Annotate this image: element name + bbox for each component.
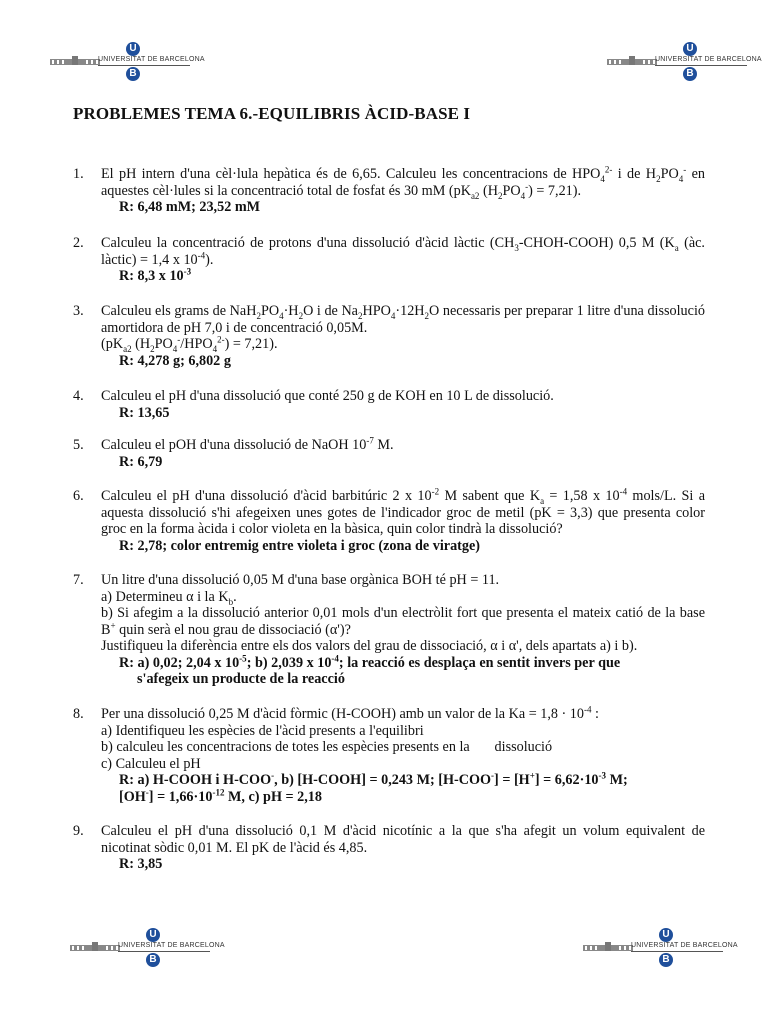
problem-text: Per una dissolució 0,25 M d'àcid fòrmic (H-COOH) amb un valor de la $Ka = 1,8 \cdot 10^{-4}$ : a) Identifiqueu les espècies de l'àcid presents a l'equilibri b) calculeu les concentracions de totes les espècies presents en la dissolució c) Calculeu el pH R: a) H-COOH i H-COO-, b) [H-COOH] = 0,243 M; $[H-COO^-] = [H^+] = 6,62\cdot 10^{-3}$ M; $[OH^-] = 1,66\cdot 10^{-12}$ M, c) pH = 2,18 [101, 706, 705, 805]
logo-letter-u: U [659, 928, 673, 942]
problem-6 [73, 488, 705, 554]
university-name: UNIVERSITAT DE BARCELONA [118, 942, 225, 949]
logo-letter-u: U [126, 42, 140, 56]
problem-answer: R: 6,48 mM; 23,52 mM [119, 199, 261, 215]
footer-logo-left [70, 928, 225, 972]
university-name: UNIVERSITAT DE BARCELONA [655, 56, 762, 63]
problem-2 [73, 235, 705, 285]
problem-number: 2. [73, 235, 84, 251]
problem-number: 1. [73, 166, 84, 182]
logo-letter-u: U [146, 928, 160, 942]
building-icon [607, 56, 657, 66]
problem-text: Calculeu el pH d'una dissolució que conté 250 g de KOH en 10 L de dissolució. R: 13,65 [101, 388, 705, 421]
problem-number: 6. [73, 488, 84, 504]
building-icon [583, 942, 633, 952]
problem-text: El pH intern d'una cèl·lula hepàtica és de 6,65. Calculeu les concentracions de $HPO_4^{2-}$ i de $H_2PO_4^-$ en aquestes cèl·lules si la concentració total de fosfat és 30 mM ($pK_{a2}$ $(H_2PO_4^-) = 7,21$). R: 6,48 mM; 23,52 mM [101, 164, 705, 215]
university-name: UNIVERSITAT DE BARCELONA [631, 942, 738, 949]
problem-answer: R: 4,278 g; 6,802 g [119, 352, 231, 369]
problem-9 [73, 823, 705, 873]
problem-text: Calculeu el pH d'una dissolució d'àcid barbitúric 2 x $10^{-2}$ M sabent que $K_a = 1,58$ x $10^{-4}$ mols/L. Si a aquesta dissolució s'hi afegeixen unes gotes de l'indicador groc de metil (pK = 3,3) que presenta color groc en la forma àcida i color violeta en la bàsica, quin color tindrà la dissolució? R: 2,78; color entremig entre violeta i groc (zona de viratge) [101, 486, 705, 554]
problem-answer: R: a) 0,02; 2,04 x $10^{-5}$; b) 2,039 x $10^{-4}$; la reacció es desplaça en sentit invers per que s'afegeix un producte de la reacció [119, 652, 621, 687]
problem-answer: R: a) H-COOH i H-COO-, b) [H-COOH] = 0,243 M; $[H-COO^-] = [H^+] = 6,62\cdot 10^{-3}$ M; $[OH^-] = 1,66\cdot 10^{-12}$ M, c) pH = 2,18 [119, 770, 628, 805]
problem-text: Calculeu el pH d'una dissolució 0,1 M d'àcid nicotínic a la que s'ha afegit un volum equivalent de nicotinat sòdic 0,01 M. El pK de l'àcid és 4,85. R: 3,85 [101, 823, 705, 872]
problem-1 [73, 166, 705, 216]
logo-letter-b: B [659, 953, 673, 967]
logo-letter-b: B [146, 953, 160, 967]
problem-answer: R: 13,65 [119, 404, 170, 421]
problem-4 [73, 388, 705, 421]
problem-3 [73, 303, 705, 369]
problem-text: Calculeu la concentració de protons d'una dissolució d'àcid làctic $(CH_3-CHOH-COOH)$ 0,5 M ($K_a$ (àc. làctic) = 1,4 x $10^{-4}$). R: 8,3 x $10^{-3}$ [101, 235, 705, 284]
problem-8 [73, 706, 705, 805]
page-title: PROBLEMES TEMA 6.-EQUILIBRIS ÀCID-BASE I [73, 104, 471, 123]
problem-answer: R: 3,85 [119, 856, 163, 872]
footer-logo-right [583, 928, 738, 972]
logo-letter-b: B [126, 67, 140, 81]
header-logo-right [607, 42, 762, 86]
problem-number: 9. [73, 823, 84, 839]
problem-answer: R: 2,78; color entremig entre violeta i groc (zona de viratge) [119, 537, 481, 554]
building-icon [70, 942, 120, 952]
problem-answer: R: 8,3 x $10^{-3}$ [119, 266, 192, 284]
building-icon [50, 56, 100, 66]
problem-number: 7. [73, 572, 84, 588]
problem-text: Un litre d'una dissolució 0,05 M d'una base orgànica BOH té pH = 11. a) Determineu α i la $K_b$. b) Si afegim a la dissolució anterior 0,01 mols d'un electròlit fort que presenta el mateix catió de la base B+ quin serà el nou grau de dissociació (α')? Justifiqueu la diferència entre els dos valors del grau de dissociació, α i α', dels apartats a) i b). R: a) 0,02; 2,04 x $10^{-5}$; b) 2,039 x $10^{-4}$; la reacció es desplaça en sentit invers per que s'afegeix un producte de la reacció [101, 572, 705, 687]
header-logo-left [50, 42, 205, 86]
problem-number: 5. [73, 437, 84, 453]
problem-number: 4. [73, 388, 84, 404]
problem-text: Calculeu els grams de $NaH_2PO_4\cdot H_2O$ i de $Na_2HPO_4\cdot 12H_2O$ necessaris per preparar 1 litre d'una dissolució amortidora de pH 7,0 i de concentració 0,05M. ($pK_{a2}$ $(H_2PO_4^-/HPO_4^{2-}) = 7,21$). R: 4,278 g; 6,802 g [101, 303, 705, 369]
university-name: UNIVERSITAT DE BARCELONA [98, 56, 205, 63]
problem-text: Calculeu el pOH d'una dissolució de NaOH $10^{-7}$ M. R: 6,79 [101, 437, 705, 470]
problem-7 [73, 572, 705, 688]
problem-5 [73, 437, 705, 470]
logo-letter-b: B [683, 67, 697, 81]
problem-number: 3. [73, 303, 84, 319]
problem-answer: R: 6,79 [119, 453, 163, 470]
problem-number: 8. [73, 706, 84, 722]
logo-letter-u: U [683, 42, 697, 56]
